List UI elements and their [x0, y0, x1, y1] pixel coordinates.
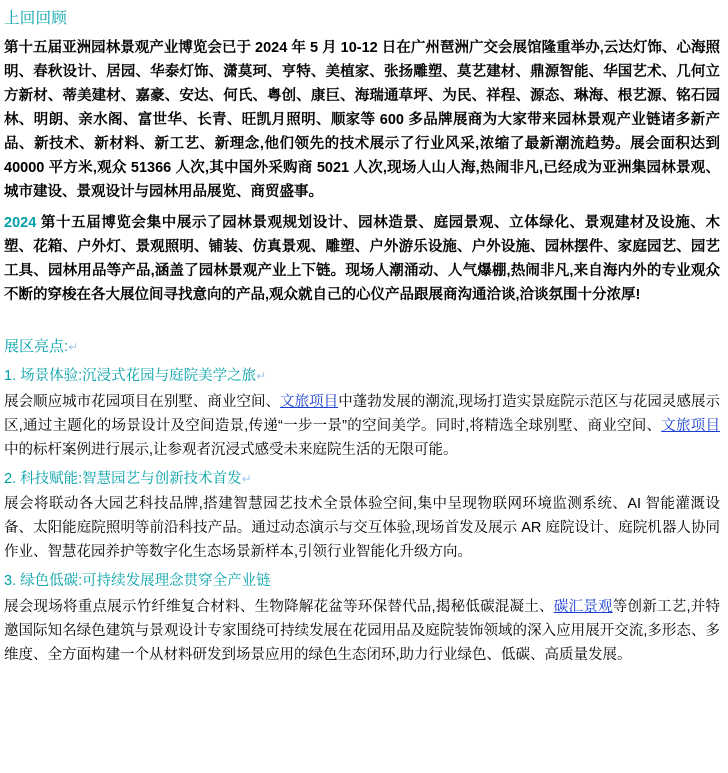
recap-text: 第十五届博览会集中展示了园林景观规划设计、园林造景、庭园景观、立体绿化、景观建材及设施、木塑、花箱、户外灯、景观照明、铺装、仿真景观、雕塑、户外游乐设施、户外设施、园林摆件、家庭园艺、园艺工具、园林用品等产品,涵盖了园林景观产业上下链。现场人潮涌动、人气爆棚,热闹非凡,来自海内外的专业观众不断的穿梭在各大展位间寻找意向的产品,观众就自己的心仪产品跟展商沟通洽谈,洽谈氛围十分浓厚! [4, 214, 720, 303]
highlight-3-title: 可持续发展理念贯穿全产业链 [82, 573, 271, 590]
highlight-1-body-c: 中的标杆案例进行展示,让参观者沉浸式感受未来庭院生活的无限可能。 [4, 441, 458, 458]
highlight-3-body-a: 展会现场将重点展示竹纤维复合材料、生物降解花盆等环保替代品,揭秘低碳混凝土、 [4, 598, 554, 615]
event-date: 2024 年 5 月 10-12 日 [255, 40, 397, 57]
highlights-title-text: 展区亮点: [4, 337, 69, 355]
highlight-1-heading [4, 365, 720, 388]
highlight-2-title: 智慧园艺与创新技术首发 [82, 470, 242, 487]
brand-count: 600 多品牌展商 [379, 112, 483, 129]
intro-text-f: ,现场人山人海,热闹非凡,已经成为亚洲集园林景观、城市建设、景观设计与园林用品展览、商贸盛事。 [4, 160, 720, 201]
highlight-3-number: 3. 绿色低碳: [4, 573, 83, 590]
intro-text-a: 第十五届亚洲园林景观产业博览会已于 [4, 40, 256, 57]
highlights-title [4, 335, 720, 359]
intro-text-d: ,观众 [92, 160, 131, 177]
pilcrow-mark-1: ↵ [68, 339, 79, 354]
highlight-1-title: 沉浸式花园与庭院美学之旅 [82, 368, 257, 385]
pilcrow-mark-2: ↵ [256, 369, 267, 384]
highlight-1-body-a: 展会顺应城市花园项目在别墅、商业空间、 [4, 393, 281, 410]
highlight-3-heading [4, 570, 720, 593]
intro-text-e: ,其中国外采购商 [205, 160, 317, 177]
exhibition-area: 40000 平方米 [4, 160, 93, 177]
section-spacer [4, 309, 720, 335]
highlight-3-body [4, 595, 720, 667]
highlight-2-heading [4, 468, 720, 491]
highlight-2-body-a: 展会将联动各大园艺科技品牌,搭建智慧园艺技术全景体验空间,集中呈现物联网环境监测系统、AI 智能灌溉设备、太阳能庭院照明等前沿科技产品。通过动态演示与交互体验,现场首发及展示 AR 庭院设计、庭院机器人协同作业、智慧花园养护等数字化生态场景新样本,引领行业智能化升级方向。 [4, 496, 720, 561]
pilcrow-mark-3: ↵ [241, 471, 252, 486]
intro-text-b: 在广州琶洲广交会展馆隆重举办,云达灯饰、心海照明、春秋设计、居园、华泰灯饰、潇莫珂、亨特、美植家、张扬雕塑、莫艺建材、鼎源智能、华国艺术、几何立方新材、蒂美建材、嘉豪、安达、何氏、粤创、康巨、海瑞通草坪、为民、祥程、源态、琳海、根艺源、铭石园林、明朗、亲水阁、富世华、长青、旺凯月照明、顺家等 [4, 40, 720, 129]
recap-year: 2024 [4, 214, 37, 231]
intro-text-c: 为大家带来园林景观产业链诸多新产品、新技术、新材料、新工艺、新理念,他们领先的技术展示了行业风采,浓缩了最新潮流趋势。展会面积达到 [4, 112, 720, 153]
visitor-count: 51366 人次 [130, 160, 206, 177]
intro-paragraph [4, 36, 720, 204]
highlight-1-body-b: 中蓬勃发展的潮流,现场打造实景庭院示范区与花园灵感展示区,通过主题化的场景设计及空间造景,传递“一步一景”的空间美学。同时,将精选全球别墅、商业空间、 [4, 393, 721, 434]
page-title: 上回回顾 [4, 10, 68, 27]
highlight-1-number: 1. 场景体验: [4, 368, 83, 385]
recap-paragraph [4, 211, 720, 307]
highlight-1-link-1[interactable]: 文旅项目 [280, 393, 339, 410]
highlight-1-link-2[interactable]: 文旅项目 [661, 417, 720, 434]
highlight-2-number: 2. 科技赋能: [4, 470, 83, 487]
highlight-2-body [4, 492, 720, 564]
highlight-3-link-1[interactable]: 碳汇景观 [553, 598, 613, 615]
highlight-1-body [4, 390, 720, 462]
overseas-buyer-count: 5021 人次 [316, 160, 383, 177]
highlight-3-body-b: 等创新工艺,并特邀国际知名绿色建筑与景观设计专家围绕可持续发展在花园用品及庭院装饰领域的深入应用展开交流,多形态、多维度、全方面构建一个从材料研发到场景应用的绿色生态闭环,助力行业绿色、低碳、高质量发展。 [4, 598, 721, 664]
